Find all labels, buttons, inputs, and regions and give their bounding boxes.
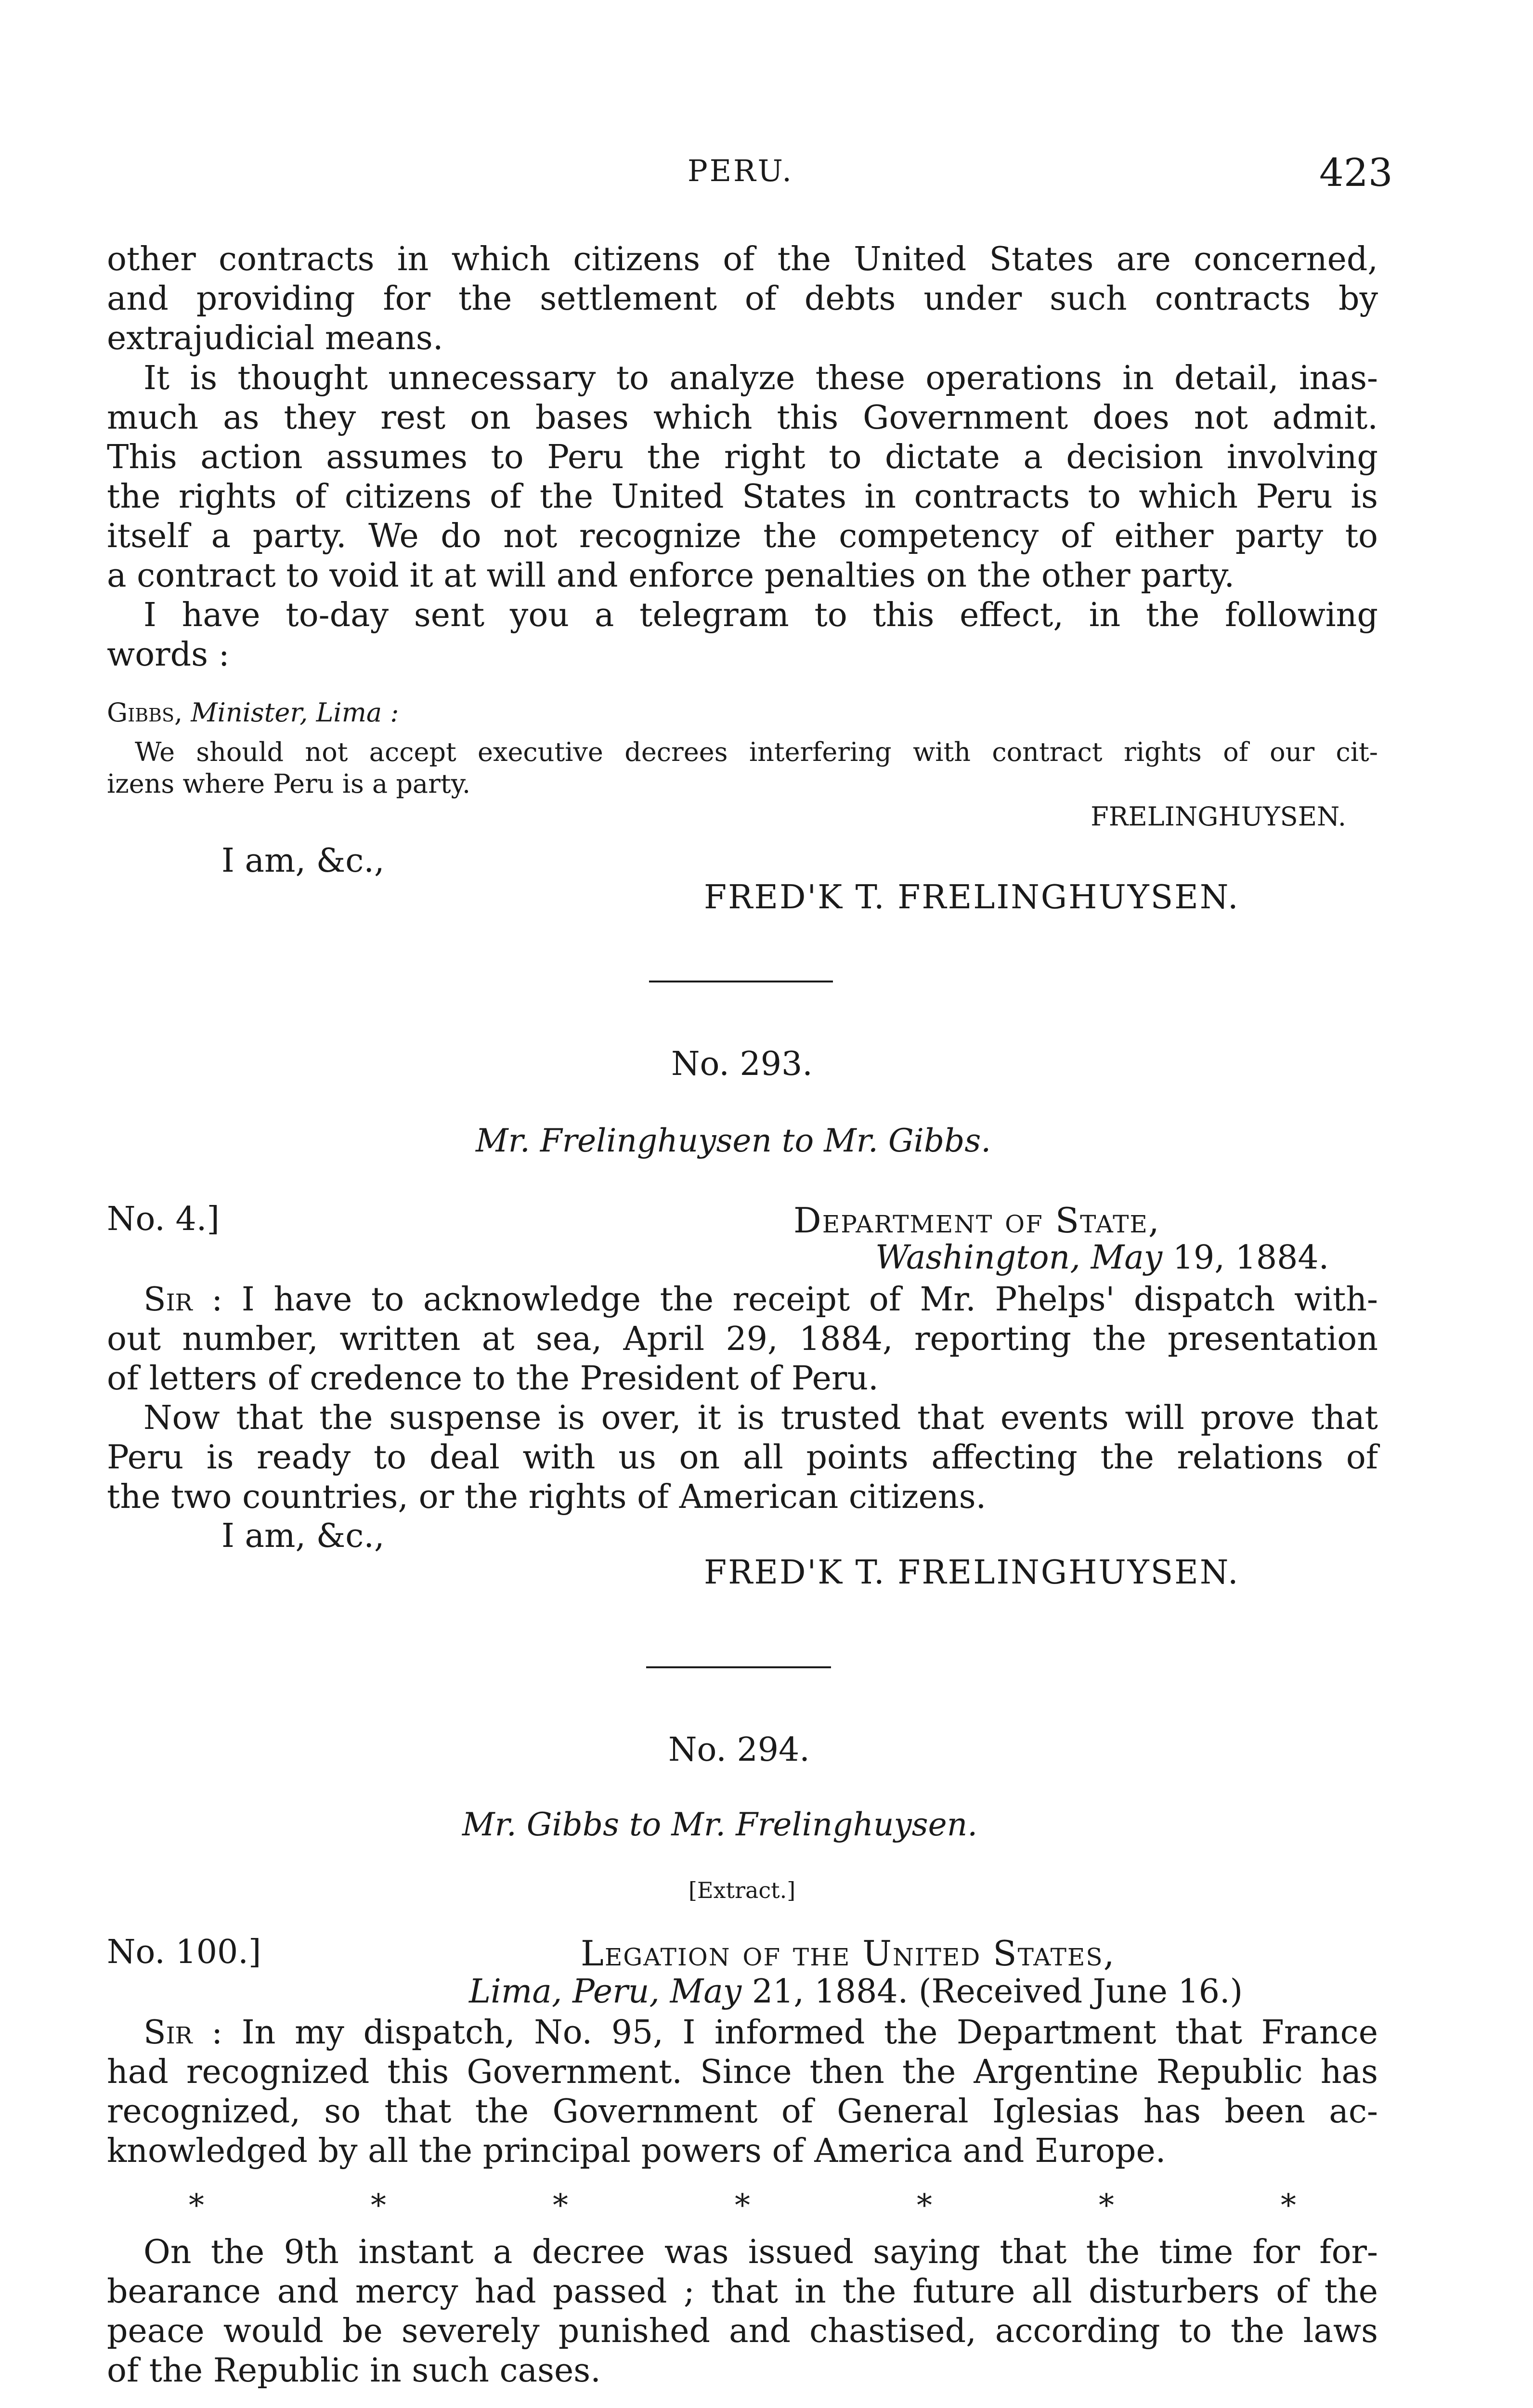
text-line: peace would be severely punished and chastised, according to the laws — [107, 2312, 1378, 2350]
salutation: Sir : — [143, 2014, 223, 2052]
text-line: bearance and mercy had passed ; that in the future all disturbers of the — [107, 2273, 1378, 2311]
place-date — [469, 1973, 1243, 2011]
document-number: No. 293. — [671, 1045, 813, 1083]
addressee-place: Minister, Lima : — [191, 697, 399, 728]
text-line: other contracts in which citizens of the United States are concerned, — [107, 240, 1378, 278]
text-line: itself a party. We do not recognize the competency of either party to — [107, 517, 1378, 555]
page-number: 423 — [1319, 150, 1393, 195]
star: * — [735, 2188, 750, 2224]
document-title: Mr. Gibbs to Mr. Frelinghuysen. — [462, 1806, 978, 1843]
text-line: It is thought unnecessary to analyze these operations in detail, inas- — [143, 359, 1378, 397]
star: * — [371, 2188, 386, 2224]
closing: I am, &c., — [221, 1517, 385, 1555]
star: * — [1281, 2188, 1296, 2224]
telegram-line: We should not accept executive decrees interfering with contract rights of our cit- — [135, 737, 1378, 767]
text-line: Peru is ready to deal with us on all points affecting the relations of — [107, 1439, 1378, 1477]
star: * — [1099, 2188, 1114, 2224]
text-line — [143, 2013, 1378, 2053]
text-line: Now that the suspense is over, it is trusted that events will prove that — [143, 1399, 1378, 1437]
place-italic: Lima, Peru, May — [469, 1973, 742, 2011]
text-line: I have to-day sent you a telegram to this effect, in the following — [143, 596, 1378, 634]
addressee-name: Gibbs, — [107, 697, 183, 728]
place-date — [875, 1239, 1329, 1277]
ellipsis-stars — [107, 2186, 1378, 2225]
section-divider — [649, 981, 833, 982]
text-line: words : — [107, 636, 230, 674]
star: * — [917, 2188, 932, 2224]
text-line-body: I have to acknowledge the receipt of Mr. Phelps' dispatch with- — [241, 1281, 1378, 1319]
text-line: much as they rest on bases which this Government does not admit. — [107, 399, 1378, 437]
department-heading: Department of State, — [793, 1200, 1160, 1241]
text-line: the rights of citizens of the United States in contracts to which Peru is — [107, 478, 1378, 516]
date: 21, 1884. (Received June 16.) — [752, 1973, 1243, 2011]
text-line — [143, 1280, 1378, 1320]
document-ref: No. 4.] — [107, 1200, 220, 1238]
text-line: a contract to void it at will and enforce penalties on the other party. — [107, 557, 1235, 595]
star: * — [553, 2188, 568, 2224]
text-line: recognized, so that the Government of General Iglesias has been ac- — [107, 2093, 1378, 2131]
text-line: the two countries, or the rights of American citizens. — [107, 1478, 987, 1516]
text-line: knowledged by all the principal powers of America and Europe. — [107, 2132, 1166, 2170]
section-divider — [646, 1666, 831, 1668]
document-number: No. 294. — [668, 1731, 810, 1769]
text-line: of the Republic in such cases. — [107, 2352, 601, 2390]
telegram-addressee — [107, 697, 399, 728]
text-line: had recognized this Government. Since then the Argentine Republic has — [107, 2053, 1378, 2091]
telegram-line: izens where Peru is a party. — [107, 769, 471, 799]
text-line: and providing for the settlement of debts under such contracts by — [107, 280, 1378, 318]
running-title: PERU. — [688, 153, 793, 188]
signature: FRED'K T. FRELINGHUYSEN. — [704, 1554, 1240, 1592]
text-line: extrajudicial means. — [107, 319, 443, 357]
salutation: Sir : — [143, 1281, 223, 1319]
legation-heading: Legation of the United States, — [581, 1933, 1116, 1974]
text-line: On the 9th instant a decree was issued saying that the time for for- — [143, 2233, 1378, 2271]
telegram-signature: FRELINGHUYSEN. — [1091, 801, 1346, 832]
text-line: out number, written at sea, April 29, 1884, reporting the presentation — [107, 1320, 1378, 1358]
signature: FRED'K T. FRELINGHUYSEN. — [704, 878, 1240, 916]
date: 19, 1884. — [1172, 1239, 1329, 1277]
text-line-body: In my dispatch, No. 95, I informed the Department that France — [241, 2014, 1378, 2052]
text-line: of letters of credence to the President of Peru. — [107, 1360, 879, 1398]
document-ref: No. 100.] — [107, 1933, 261, 1971]
document-title: Mr. Frelinghuysen to Mr. Gibbs. — [476, 1122, 991, 1159]
star: * — [189, 2188, 204, 2224]
closing: I am, &c., — [221, 842, 385, 880]
place-italic: Washington, May — [875, 1239, 1163, 1277]
text-line: This action assumes to Peru the right to dictate a decision involving — [107, 438, 1378, 476]
extract-label: [Extract.] — [689, 1877, 796, 1903]
